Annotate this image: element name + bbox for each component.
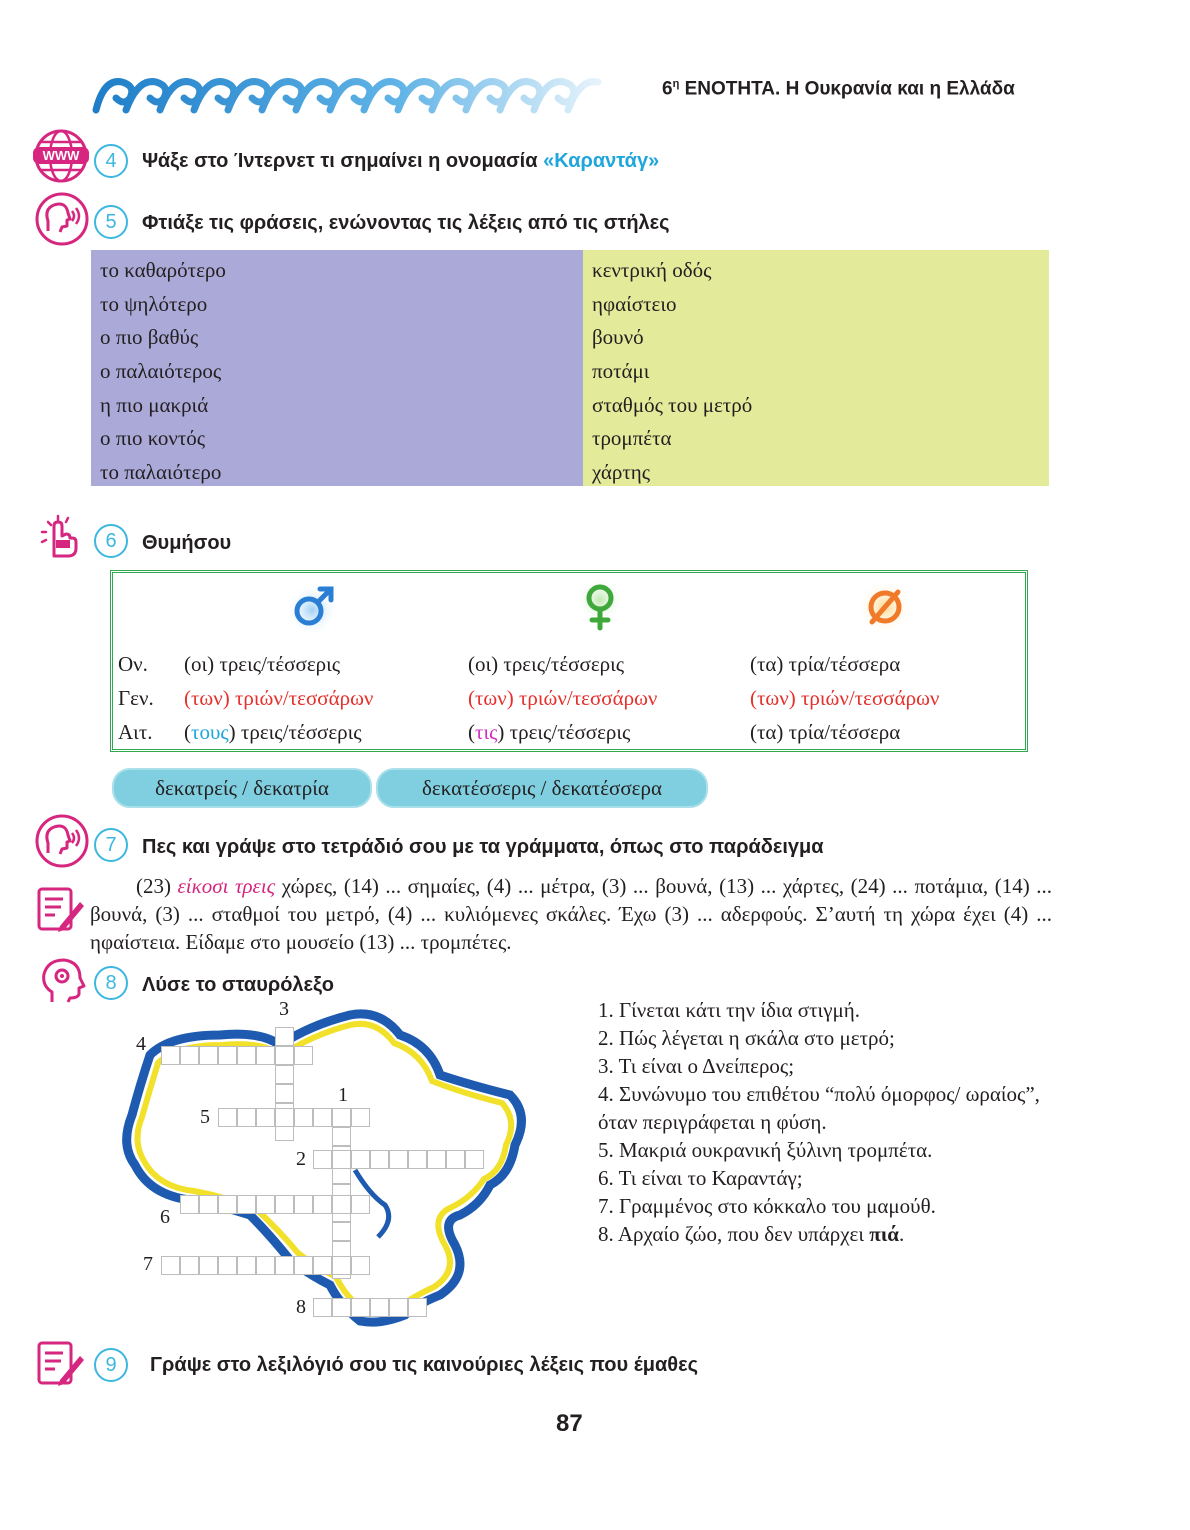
left-item: ο πιο βαθύς — [100, 325, 199, 350]
writing-icon — [36, 1340, 86, 1388]
number-pill: δεκατέσσερις / δεκατέσσερα — [376, 768, 708, 808]
exercise-5-number: 5 — [94, 205, 128, 239]
masculine-form: (των) τριών/τεσσάρων — [184, 686, 374, 710]
right-item: κεντρική οδός — [592, 258, 712, 282]
crossword-label-3: 3 — [279, 998, 289, 1020]
exercise-8-number: 8 — [94, 966, 128, 1000]
left-item: το καθαρότερο — [100, 258, 226, 282]
masculine-form: (τους) τρεις/τέσσερις — [184, 720, 362, 744]
exercise-8-title: Λύσε το σταυρόλεξο — [142, 974, 334, 996]
male-symbol-icon — [284, 578, 344, 636]
speaking-icon — [34, 813, 90, 869]
clue-1: 1. Γίνεται κάτι την ίδια στιγμή. — [598, 998, 860, 1022]
right-item: ηφαίστειο — [592, 291, 677, 316]
matching-table — [91, 250, 1049, 486]
right-item: τρομπέτα — [592, 426, 672, 451]
feminine-form: (οι) τρεις/τέσσερις — [468, 652, 625, 676]
page-number: 87 — [556, 1410, 583, 1437]
writing-icon — [36, 886, 86, 934]
crossword-label-4: 4 — [136, 1033, 146, 1055]
crossword-clues — [598, 996, 1058, 1248]
wave-ornament-icon — [92, 72, 612, 116]
crossword-label-5: 5 — [200, 1106, 210, 1128]
unit-title: $6^\eta$ ΕΝΟΤΗΤΑ. Η Ουκρανία και η Ελλάδα — [662, 78, 1015, 100]
crossword-label-6: 6 — [160, 1206, 170, 1228]
case-label: Αιτ. — [118, 720, 153, 744]
female-symbol-icon — [570, 576, 630, 636]
clue-8: 8. Αρχαίο ζώο, που δεν υπάρχει πιά. — [598, 1222, 905, 1246]
left-item: το παλαιότερο — [100, 460, 222, 485]
ukraine-map-outline — [110, 1005, 540, 1335]
feminine-form: (των) τριών/τεσσάρων — [468, 686, 658, 710]
speaking-icon — [34, 191, 90, 247]
crossword-label-7: 7 — [143, 1253, 153, 1275]
exercise-6-number: 6 — [94, 524, 128, 558]
neuter-form: (τα) τρία/τέσσερα — [750, 720, 901, 744]
exercise-9-title: Γράψε στο λεξιλόγιό σου τις καινούριες λέξεις που έμαθες — [150, 1354, 698, 1376]
left-column — [91, 250, 583, 486]
example-answer: είκοσι τρεις — [177, 874, 276, 898]
clue-3: 3. Τι είναι ο Δνείπερος; — [598, 1054, 795, 1078]
case-label: Ον. — [118, 652, 148, 676]
left-item: το ψηλότερο — [100, 291, 208, 316]
exercise-5-title: Φτιάξε τις φράσεις, ενώνοντας τις λέξεις από τις στήλες — [142, 212, 670, 234]
svg-text:WWW: WWW — [42, 148, 80, 163]
crossword-label-8: 8 — [296, 1296, 306, 1318]
web-icon — [32, 128, 90, 184]
crossword-label-2: 2 — [296, 1148, 306, 1170]
exercise-4-title: Ψάξε στο Ίντερνετ τι σημαίνει η ονομασία «Καραντάγ» — [142, 150, 660, 172]
exercise-7-number: 7 — [94, 828, 128, 862]
exercise-7-text: (23) είκοσι τρεις χώρες, (14) ... σημαίες, (4) ... μέτρα, (3) ... βουνά, (13) ... χάρτες, (24) ... ποτάμια, (14) ... βουνά, (3) ... σταθμοί του μετρό, (4) ... κυλιόμενες σκάλες. Έχω (3) ... αδερφούς. Σ’αυτή τη χώρα έχει (4) ... ηφαίστεια. Είδαμε στο μουσείο (13) ... τρομπέτες. — [90, 874, 1052, 954]
remember-hand-icon — [34, 514, 82, 560]
right-item: σταθμός του μετρό — [592, 392, 753, 417]
exercise-7-title: Πες και γράψε στο τετράδιό σου με τα γράμματα, όπως στο παράδειγμα — [142, 836, 824, 858]
case-label: Γεν. — [118, 686, 154, 710]
masculine-form: (οι) τρεις/τέσσερις — [184, 652, 341, 676]
exercise-6-title: Θυμήσου — [142, 532, 232, 554]
clue-4: 4. Συνώνυμο του επιθέτου “πολύ όμορφος/ ωραίος”, όταν περιγράφεται η φύση. — [598, 1082, 1040, 1134]
right-column — [583, 250, 1049, 486]
thinking-head-icon — [38, 956, 86, 1006]
feminine-form: (τις) τρεις/τέσσερις — [468, 720, 631, 744]
right-item: ποτάμι — [592, 359, 650, 384]
neuter-form: (τα) τρία/τέσσερα — [750, 652, 901, 676]
neuter-symbol-icon — [854, 578, 916, 636]
clue-5: 5. Μακριά ουκρανική ξύλινη τρομπέτα. — [598, 1138, 933, 1162]
clue-2: 2. Πώς λέγεται η σκάλα στο μετρό; — [598, 1026, 895, 1050]
exercise-9-number: 9 — [94, 1348, 128, 1382]
neuter-form: (των) τριών/τεσσάρων — [750, 686, 940, 710]
left-item: η πιο μακριά — [100, 392, 209, 417]
exercise-4-number: 4 — [94, 144, 128, 178]
right-item: χάρτης — [592, 460, 651, 485]
crossword-label-1: 1 — [338, 1084, 348, 1106]
clue-7: 7. Γραμμένος στο κόκκαλο του μαμούθ. — [598, 1194, 936, 1218]
left-item: ο παλαιότερος — [100, 359, 222, 384]
right-item: βουνό — [592, 325, 644, 350]
clue-6: 6. Τι είναι το Καραντάγ; — [598, 1166, 803, 1190]
number-pill: δεκατρείς / δεκατρία — [112, 768, 372, 808]
left-item: ο πιο κοντός — [100, 426, 206, 451]
